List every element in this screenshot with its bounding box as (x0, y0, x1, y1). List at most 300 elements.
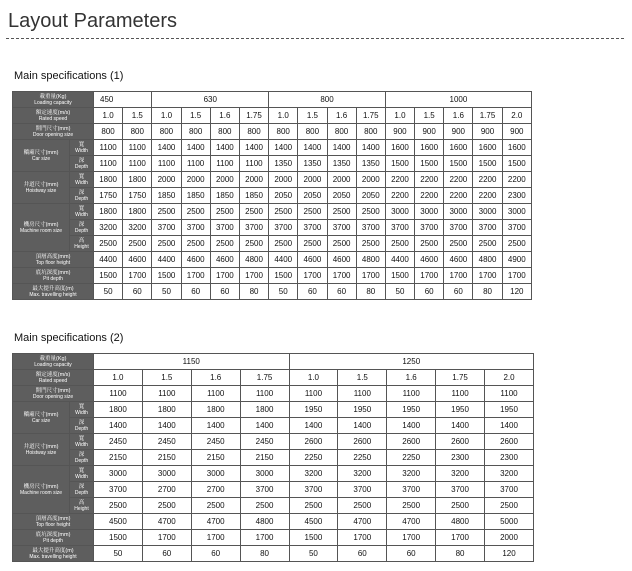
cell-door-7: 800 (298, 124, 327, 140)
cell-machine_height-4: 2500 (289, 498, 338, 514)
cell-machine_height-8: 2500 (327, 236, 356, 252)
capacity-0: 450 (94, 92, 152, 108)
cell-hoistway_depth-4: 2250 (289, 450, 338, 466)
cell-hoistway_depth-13: 2200 (473, 188, 502, 204)
label-hoistway-cn: 井道尺寸(mm) (23, 181, 59, 188)
cell-machine_height-2: 2500 (191, 498, 240, 514)
speed-1: 1.5 (142, 370, 191, 386)
sub-machine-width (70, 466, 94, 482)
cell-hoistway_depth-6: 2050 (269, 188, 298, 204)
cell-car_width-5: 1400 (239, 140, 268, 156)
cell-pit-3: 1700 (240, 530, 289, 546)
sub-hoistway-width (70, 172, 94, 188)
cell-machine_depth-14: 3700 (502, 220, 531, 236)
cell-machine_width-3: 2500 (181, 204, 210, 220)
cell-door-0: 800 (94, 124, 123, 140)
speed-6: 1.6 (387, 370, 436, 386)
cell-machine_height-3: 2500 (240, 498, 289, 514)
cell-top-12: 4600 (444, 252, 473, 268)
header-capacity (13, 354, 94, 370)
cell-top-11: 4600 (415, 252, 444, 268)
cell-car_width-8: 1400 (327, 140, 356, 156)
label-pit-cn: 底坑深度(mm) (35, 531, 71, 538)
label-pit-en: Pit depth (43, 537, 63, 544)
sub-depth-cn: 深 (78, 451, 85, 458)
cell-machine_width-10: 3000 (385, 204, 414, 220)
cell-top-0: 4400 (94, 252, 123, 268)
speed-14: 2.0 (502, 108, 531, 124)
cell-machine_depth-7: 3700 (298, 220, 327, 236)
label-machine-cn: 機房尺寸(mm) (23, 483, 59, 490)
cell-hoistway_width-4: 2000 (210, 172, 239, 188)
cell-car_depth-10: 1500 (385, 156, 414, 172)
cell-machine_height-1: 2500 (123, 236, 152, 252)
cell-machine_width-8: 2500 (327, 204, 356, 220)
row-machine-width (13, 466, 534, 482)
cell-door-9: 800 (356, 124, 385, 140)
cell-door-5: 800 (239, 124, 268, 140)
cell-car_width-4: 1950 (289, 402, 338, 418)
cell-travel-0: 50 (94, 284, 123, 300)
label-car-cn: 轎廂尺寸(mm) (23, 149, 59, 156)
speed-3: 1.75 (240, 370, 289, 386)
cell-car_depth-12: 1500 (444, 156, 473, 172)
cell-car_width-10: 1600 (385, 140, 414, 156)
label-car-cn: 轎廂尺寸(mm) (23, 411, 59, 418)
row-machine-height (13, 236, 532, 252)
cell-hoistway_depth-1: 1750 (123, 188, 152, 204)
cell-machine_width-0: 1800 (94, 204, 123, 220)
cell-car_width-0: 1100 (94, 140, 123, 156)
cell-top-6: 4700 (387, 514, 436, 530)
cell-travel-6: 60 (387, 546, 436, 562)
cell-machine_depth-1: 3200 (123, 220, 152, 236)
label-car-en: Car size (31, 155, 51, 162)
speed-4: 1.0 (289, 370, 338, 386)
cell-travel-2: 50 (152, 284, 181, 300)
cell-door-0: 1100 (94, 386, 143, 402)
cell-hoistway_width-14: 2200 (502, 172, 531, 188)
label-door-en: Door opening size (32, 131, 74, 138)
sub-machine-height (70, 498, 94, 514)
cell-hoistway_width-3: 2450 (240, 434, 289, 450)
header-travel (13, 284, 94, 300)
speed-12: 1.6 (444, 108, 473, 124)
cell-pit-7: 1700 (436, 530, 485, 546)
sub-height-en: Height (74, 505, 89, 512)
section-title-1: Main specifications (1) (14, 70, 124, 82)
cell-car_width-6: 1950 (387, 402, 436, 418)
cell-hoistway_depth-12: 2200 (444, 188, 473, 204)
cell-machine_width-2: 3000 (191, 466, 240, 482)
label-pit-en: Pit depth (43, 275, 63, 282)
sub-width-cn: 寬 (78, 403, 85, 410)
cell-hoistway_width-12: 2200 (444, 172, 473, 188)
row-capacity (13, 92, 532, 108)
label-capacity-cn: 載重量(Kg) (39, 93, 67, 100)
cell-car_depth-13: 1500 (473, 156, 502, 172)
cell-machine_depth-4: 3700 (289, 482, 338, 498)
cell-top-1: 4700 (142, 514, 191, 530)
spec-table-2 (12, 353, 534, 562)
cell-top-7: 4600 (298, 252, 327, 268)
cell-machine_height-3: 2500 (181, 236, 210, 252)
speed-8: 1.6 (327, 108, 356, 124)
cell-top-2: 4700 (191, 514, 240, 530)
cell-hoistway_depth-1: 2150 (142, 450, 191, 466)
cell-door-13: 900 (473, 124, 502, 140)
header-machine (13, 204, 70, 252)
sub-machine-depth (70, 220, 94, 236)
cell-hoistway_width-5: 2000 (239, 172, 268, 188)
sub-depth-en: Depth (74, 195, 89, 202)
cell-top-1: 4600 (123, 252, 152, 268)
cell-travel-8: 120 (485, 546, 534, 562)
sub-machine-height (70, 236, 94, 252)
cell-car_width-14: 1600 (502, 140, 531, 156)
label-capacity-en: Loading capacity (34, 99, 72, 106)
header-door (13, 386, 94, 402)
speed-0: 1.0 (94, 370, 143, 386)
title-divider (6, 38, 624, 39)
cell-machine_width-13: 3000 (473, 204, 502, 220)
label-machine-cn: 機房尺寸(mm) (23, 221, 59, 228)
page-title: Layout Parameters (8, 10, 177, 32)
cell-machine_width-4: 2500 (210, 204, 239, 220)
sub-width-en: Width (75, 473, 88, 480)
label-capacity-cn: 載重量(Kg) (39, 355, 67, 362)
cell-machine_height-5: 2500 (338, 498, 387, 514)
sub-hoistway-depth (70, 450, 94, 466)
cell-car_width-3: 1800 (240, 402, 289, 418)
row-capacity (13, 354, 534, 370)
cell-hoistway_depth-0: 2150 (94, 450, 143, 466)
cell-top-13: 4800 (473, 252, 502, 268)
sub-hoistway-depth (70, 188, 94, 204)
cell-machine_width-9: 2500 (356, 204, 385, 220)
cell-car_depth-6: 1400 (387, 418, 436, 434)
header-top (13, 252, 94, 268)
row-car-depth (13, 156, 532, 172)
header-hoistway (13, 172, 70, 204)
capacity-1: 1250 (289, 354, 534, 370)
speed-9: 1.75 (356, 108, 385, 124)
cell-hoistway_depth-2: 1850 (152, 188, 181, 204)
label-door-en: Door opening size (32, 393, 74, 400)
cell-car_depth-7: 1400 (436, 418, 485, 434)
cell-travel-13: 80 (473, 284, 502, 300)
cell-hoistway_width-2: 2000 (152, 172, 181, 188)
sub-car-depth (70, 156, 94, 172)
label-speed-en: Rated speed (38, 115, 68, 122)
cell-machine_width-6: 3200 (387, 466, 436, 482)
label-travel-cn: 最大提升高度(m) (32, 285, 74, 292)
row-travel (13, 546, 534, 562)
cell-hoistway_depth-4: 1850 (210, 188, 239, 204)
header-speed (13, 108, 94, 124)
cell-machine_height-13: 2500 (473, 236, 502, 252)
cell-top-2: 4400 (152, 252, 181, 268)
cell-machine_height-7: 2500 (436, 498, 485, 514)
cell-hoistway_depth-14: 2300 (502, 188, 531, 204)
label-car-en: Car size (31, 417, 51, 424)
cell-pit-14: 1700 (502, 268, 531, 284)
cell-pit-1: 1700 (123, 268, 152, 284)
cell-top-4: 4500 (289, 514, 338, 530)
cell-machine_width-14: 3000 (502, 204, 531, 220)
cell-car_width-2: 1400 (152, 140, 181, 156)
cell-pit-8: 2000 (485, 530, 534, 546)
cell-car_depth-7: 1350 (298, 156, 327, 172)
cell-hoistway_depth-6: 2250 (387, 450, 436, 466)
cell-machine_height-14: 2500 (502, 236, 531, 252)
cell-car_width-9: 1400 (356, 140, 385, 156)
cell-top-5: 4800 (239, 252, 268, 268)
cell-door-8: 800 (327, 124, 356, 140)
cell-car_width-6: 1400 (269, 140, 298, 156)
header-door (13, 124, 94, 140)
cell-car_width-11: 1600 (415, 140, 444, 156)
cell-machine_height-8: 2500 (485, 498, 534, 514)
cell-machine_height-9: 2500 (356, 236, 385, 252)
row-car-width (13, 402, 534, 418)
cell-hoistway_width-1: 2450 (142, 434, 191, 450)
cell-car_depth-6: 1350 (269, 156, 298, 172)
cell-travel-4: 60 (210, 284, 239, 300)
cell-top-10: 4400 (385, 252, 414, 268)
cell-hoistway_depth-0: 1750 (94, 188, 123, 204)
cell-machine_height-4: 2500 (210, 236, 239, 252)
cell-door-4: 1100 (289, 386, 338, 402)
row-machine-height (13, 498, 534, 514)
cell-hoistway_width-8: 2600 (485, 434, 534, 450)
cell-car_width-0: 1800 (94, 402, 143, 418)
cell-pit-11: 1700 (415, 268, 444, 284)
speed-7: 1.75 (436, 370, 485, 386)
row-travel (13, 284, 532, 300)
cell-door-5: 1100 (338, 386, 387, 402)
cell-pit-0: 1500 (94, 268, 123, 284)
cell-machine_height-7: 2500 (298, 236, 327, 252)
capacity-2: 800 (269, 92, 386, 108)
sub-depth-cn: 深 (78, 157, 85, 164)
cell-car_width-2: 1800 (191, 402, 240, 418)
cell-hoistway_depth-11: 2200 (415, 188, 444, 204)
header-car (13, 402, 70, 434)
sub-depth-cn: 深 (78, 419, 85, 426)
cell-hoistway_width-1: 1800 (123, 172, 152, 188)
sub-height-en: Height (74, 243, 89, 250)
cell-travel-8: 60 (327, 284, 356, 300)
speed-8: 2.0 (485, 370, 534, 386)
cell-pit-2: 1500 (152, 268, 181, 284)
header-travel (13, 546, 94, 562)
row-top (13, 252, 532, 268)
cell-car_width-7: 1950 (436, 402, 485, 418)
cell-machine_depth-8: 3700 (485, 482, 534, 498)
cell-car_depth-3: 1400 (240, 418, 289, 434)
sub-width-en: Width (75, 179, 88, 186)
label-hoistway-cn: 井道尺寸(mm) (23, 443, 59, 450)
capacity-3: 1000 (385, 92, 531, 108)
label-speed-cn: 額定速度(m/s) (35, 109, 71, 116)
cell-travel-2: 60 (191, 546, 240, 562)
cell-machine_width-12: 3000 (444, 204, 473, 220)
label-machine-en: Machine room size (20, 489, 62, 496)
cell-door-6: 800 (269, 124, 298, 140)
speed-5: 1.75 (239, 108, 268, 124)
cell-car_depth-4: 1400 (289, 418, 338, 434)
cell-door-14: 900 (502, 124, 531, 140)
cell-hoistway_depth-5: 2250 (338, 450, 387, 466)
sub-width-en: Width (75, 409, 88, 416)
header-machine (13, 466, 70, 514)
cell-machine_width-1: 3000 (142, 466, 191, 482)
speed-3: 1.5 (181, 108, 210, 124)
sub-width-en: Width (75, 211, 88, 218)
cell-hoistway_depth-5: 1850 (239, 188, 268, 204)
cell-door-1: 800 (123, 124, 152, 140)
cell-machine_width-7: 2500 (298, 204, 327, 220)
cell-pit-7: 1700 (298, 268, 327, 284)
row-machine-depth (13, 220, 532, 236)
sub-car-width (70, 402, 94, 418)
sub-depth-cn: 深 (78, 483, 85, 490)
header-car (13, 140, 70, 172)
cell-car_depth-8: 1400 (485, 418, 534, 434)
row-door (13, 386, 534, 402)
cell-car_width-5: 1950 (338, 402, 387, 418)
sub-machine-depth (70, 482, 94, 498)
header-top (13, 514, 94, 530)
label-top-cn: 頂層高度(mm) (35, 515, 71, 522)
sub-car-width (70, 140, 94, 156)
speed-5: 1.5 (338, 370, 387, 386)
speed-7: 1.5 (298, 108, 327, 124)
spec-table-1 (12, 91, 532, 300)
sub-depth-en: Depth (74, 227, 89, 234)
cell-pit-6: 1700 (387, 530, 436, 546)
cell-top-8: 4600 (327, 252, 356, 268)
cell-door-2: 1100 (191, 386, 240, 402)
cell-car_width-3: 1400 (181, 140, 210, 156)
cell-travel-7: 60 (298, 284, 327, 300)
speed-0: 1.0 (94, 108, 123, 124)
header-pit (13, 268, 94, 284)
cell-top-4: 4600 (210, 252, 239, 268)
sub-width-cn: 寬 (78, 467, 85, 474)
cell-machine_height-6: 2500 (387, 498, 436, 514)
sub-depth-cn: 深 (78, 189, 85, 196)
cell-travel-1: 60 (142, 546, 191, 562)
sub-depth-en: Depth (74, 425, 89, 432)
header-capacity (13, 92, 94, 108)
row-top (13, 514, 534, 530)
row-hoistway-depth (13, 188, 532, 204)
cell-travel-11: 60 (415, 284, 444, 300)
cell-travel-7: 80 (436, 546, 485, 562)
sub-height-cn: 高 (78, 499, 85, 506)
cell-car_depth-0: 1100 (94, 156, 123, 172)
cell-hoistway_width-11: 2200 (415, 172, 444, 188)
label-travel-en: Max. travelling height (29, 553, 77, 560)
row-hoistway-depth (13, 450, 534, 466)
cell-machine_depth-7: 3700 (436, 482, 485, 498)
cell-machine_width-4: 3200 (289, 466, 338, 482)
cell-machine_width-2: 2500 (152, 204, 181, 220)
cell-car_width-4: 1400 (210, 140, 239, 156)
speed-13: 1.75 (473, 108, 502, 124)
cell-hoistway_depth-10: 2200 (385, 188, 414, 204)
cell-door-1: 1100 (142, 386, 191, 402)
sub-width-cn: 寬 (78, 435, 85, 442)
cell-top-14: 4900 (502, 252, 531, 268)
cell-hoistway_depth-2: 2150 (191, 450, 240, 466)
label-hoistway-en: Hoistway size (25, 187, 57, 194)
label-door-cn: 開門尺寸(mm) (35, 125, 71, 132)
cell-car_width-13: 1600 (473, 140, 502, 156)
cell-hoistway_depth-9: 2050 (356, 188, 385, 204)
row-pit (13, 268, 532, 284)
cell-hoistway_width-0: 2450 (94, 434, 143, 450)
cell-travel-14: 120 (502, 284, 531, 300)
row-hoistway-width (13, 172, 532, 188)
cell-machine_width-3: 3000 (240, 466, 289, 482)
cell-top-7: 4800 (436, 514, 485, 530)
section-title-2: Main specifications (2) (14, 332, 124, 344)
cell-hoistway_width-6: 2600 (387, 434, 436, 450)
cell-machine_width-1: 1800 (123, 204, 152, 220)
row-speed (13, 370, 534, 386)
cell-hoistway_width-2: 2450 (191, 434, 240, 450)
row-door (13, 124, 532, 140)
cell-pit-10: 1500 (385, 268, 414, 284)
cell-car_depth-14: 1500 (502, 156, 531, 172)
cell-car_width-8: 1950 (485, 402, 534, 418)
cell-hoistway_width-5: 2600 (338, 434, 387, 450)
cell-travel-10: 50 (385, 284, 414, 300)
cell-machine_height-1: 2500 (142, 498, 191, 514)
sub-width-cn: 寬 (78, 141, 85, 148)
row-car-depth (13, 418, 534, 434)
cell-hoistway_width-7: 2600 (436, 434, 485, 450)
cell-car_width-1: 1800 (142, 402, 191, 418)
cell-hoistway_depth-7: 2300 (436, 450, 485, 466)
cell-pit-4: 1700 (210, 268, 239, 284)
cell-machine_depth-0: 3700 (94, 482, 143, 498)
cell-door-7: 1100 (436, 386, 485, 402)
cell-machine_width-7: 3200 (436, 466, 485, 482)
cell-hoistway_width-4: 2600 (289, 434, 338, 450)
sub-width-en: Width (75, 147, 88, 154)
capacity-0: 1150 (94, 354, 290, 370)
row-pit (13, 530, 534, 546)
cell-top-3: 4600 (181, 252, 210, 268)
sub-car-depth (70, 418, 94, 434)
speed-2: 1.6 (191, 370, 240, 386)
cell-machine_depth-5: 3700 (239, 220, 268, 236)
label-door-cn: 開門尺寸(mm) (35, 387, 71, 394)
cell-machine_width-11: 3000 (415, 204, 444, 220)
header-pit (13, 530, 94, 546)
cell-machine_width-6: 2500 (269, 204, 298, 220)
cell-top-0: 4500 (94, 514, 143, 530)
sub-hoistway-width (70, 434, 94, 450)
cell-top-9: 4800 (356, 252, 385, 268)
cell-top-6: 4400 (269, 252, 298, 268)
row-machine-width (13, 204, 532, 220)
row-speed (13, 108, 532, 124)
